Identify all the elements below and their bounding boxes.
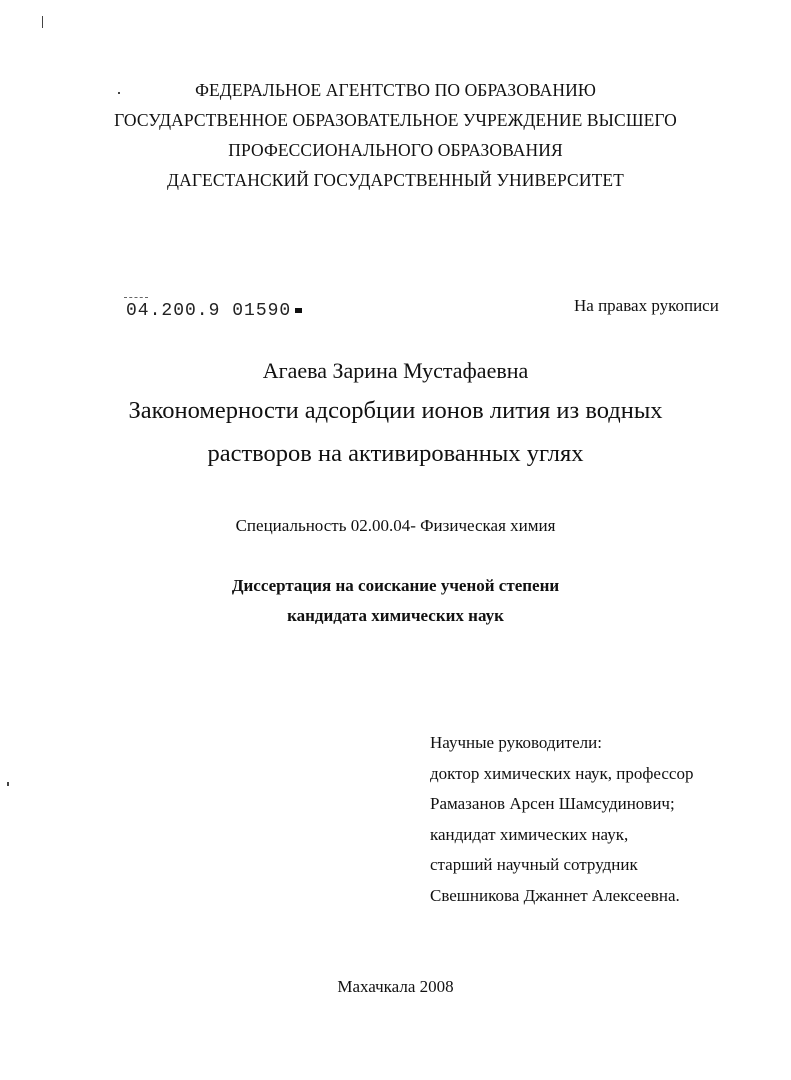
advisors-block (430, 733, 693, 916)
stamp-dot (295, 308, 302, 313)
advisor-line: Свешникова Джаннет Алексеевна. (430, 885, 680, 905)
degree-line-2: кандидата химических наук (287, 606, 504, 625)
institution-line-4: ДАГЕСТАНСКИЙ ГОСУДАРСТВЕННЫЙ УНИВЕРСИТЕТ (167, 170, 624, 190)
rights-note: На правах рукописи (574, 296, 719, 315)
scan-speck (7, 782, 9, 786)
advisors-heading: Научные руководители: (430, 733, 602, 752)
place-year: Махачкала 2008 (337, 977, 454, 996)
advisor-line: доктор химических наук, профессор (430, 763, 694, 783)
specialty: Специальность 02.00.04- Физическая химия (235, 516, 556, 535)
archive-number-text: 04.200.9 01590 (126, 301, 292, 321)
author-name: Агаева Зарина Мустафаевна (262, 358, 529, 383)
institution-line-3: ПРОФЕССИОНАЛЬНОГО ОБРАЗОВАНИЯ (228, 140, 563, 160)
institution-line-2: ГОСУДАРСТВЕННОЕ ОБРАЗОВАТЕЛЬНОЕ УЧРЕЖДЕНИЕ ВЫСШЕГО (114, 110, 677, 130)
title-line-2: растворов на активированных углях (207, 440, 584, 467)
degree-line-1: Диссертация на соискание ученой степени (231, 576, 560, 595)
title-line-1: Закономерности адсорбции ионов лития из водных (128, 397, 663, 424)
archive-number-stamp (126, 301, 302, 321)
advisor-line: Рамазанов Арсен Шамсудинович; (430, 794, 675, 813)
scan-speck (42, 16, 43, 28)
advisor-line: кандидат химических наук, (430, 824, 629, 844)
institution-line-1: ФЕДЕРАЛЬНОЕ АГЕНТСТВО ПО ОБРАЗОВАНИЮ (195, 80, 596, 100)
advisor-line: старший научный сотрудник (430, 855, 638, 874)
